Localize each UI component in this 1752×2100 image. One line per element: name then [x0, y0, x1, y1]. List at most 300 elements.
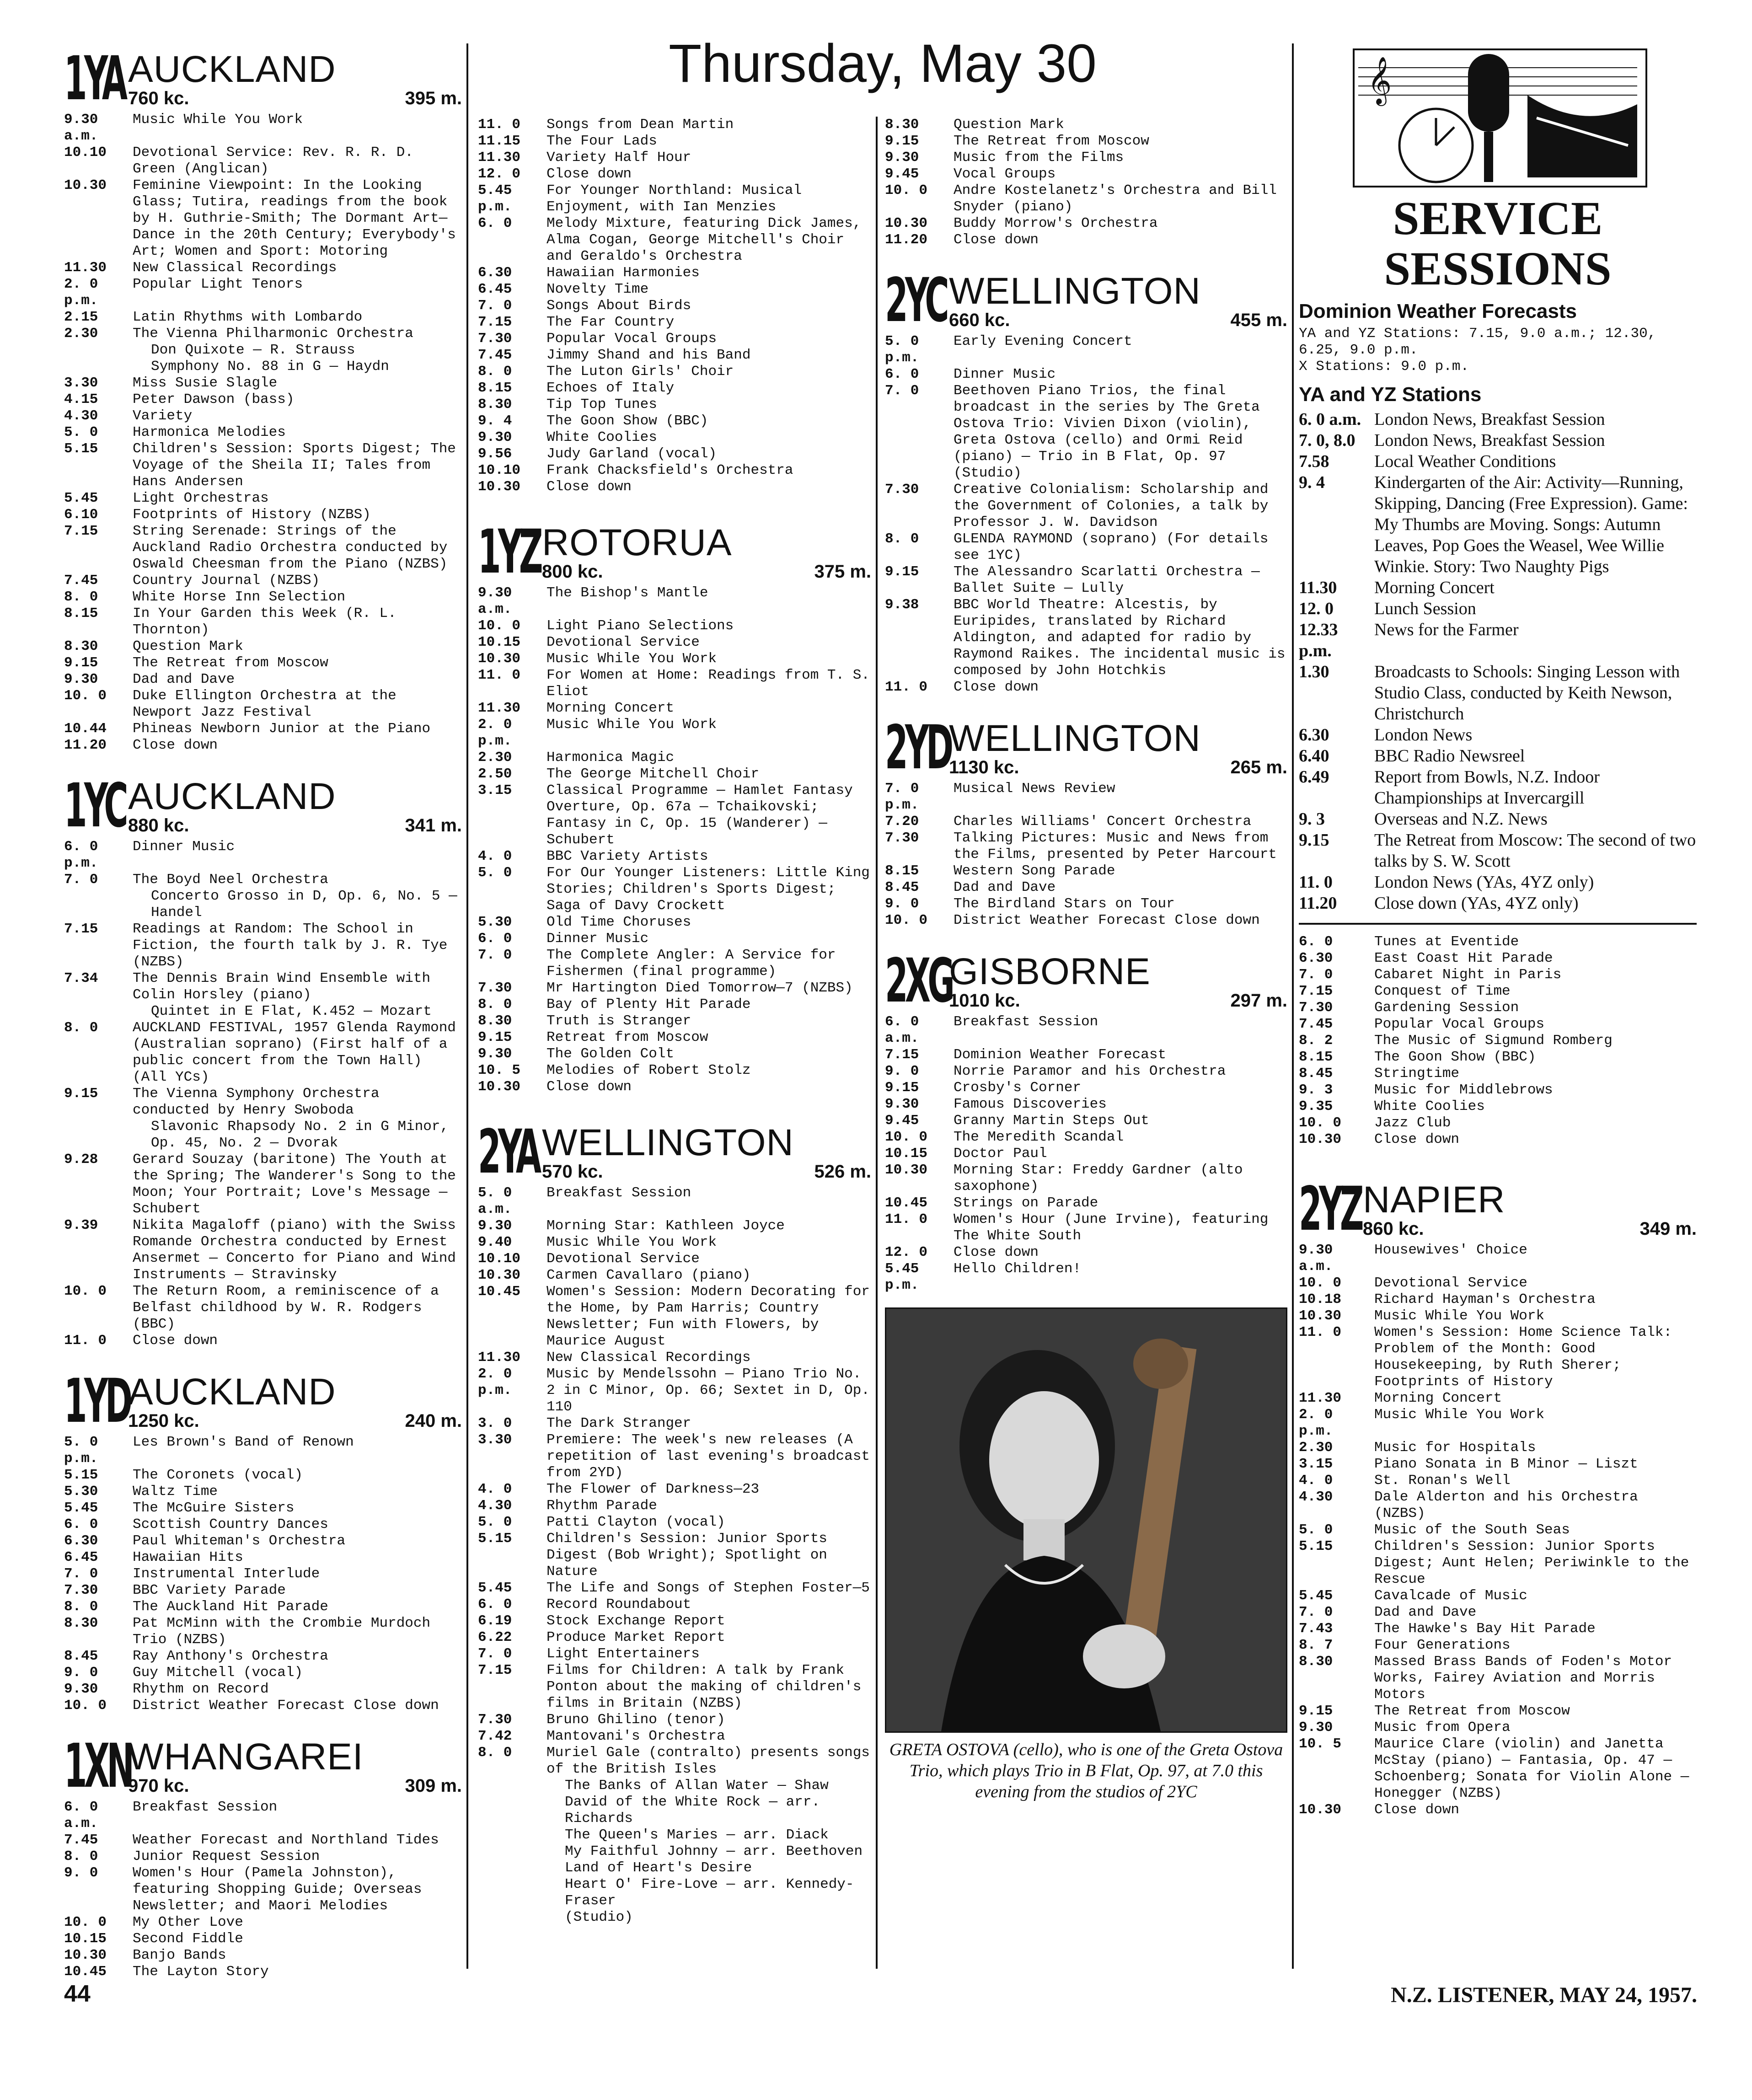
- schedule-programme: Produce Market Report: [546, 1629, 725, 1645]
- schedule-time: 5. 0 a.m.: [478, 1185, 512, 1217]
- schedule-row: [478, 1728, 871, 1745]
- schedule-programme: Popular Light Tenors: [133, 276, 303, 292]
- schedule-row: [1299, 1242, 1697, 1275]
- schedule-row: [1299, 766, 1697, 809]
- station-wavelength: 309 m.: [405, 1776, 462, 1796]
- schedule-programme: The Life and Songs of Stephen Foster—5: [546, 1580, 870, 1596]
- schedule-programme: Retreat from Moscow: [546, 1029, 708, 1045]
- schedule-row: [1299, 1115, 1697, 1131]
- schedule-row: [478, 1013, 871, 1029]
- station-code: 1YZ: [478, 517, 540, 587]
- schedule-row: [478, 865, 871, 914]
- schedule-time: 11.30: [64, 260, 107, 276]
- schedule-row: [1299, 1802, 1697, 1818]
- schedule-programme: The Music of Sigmund Romberg: [1374, 1033, 1613, 1049]
- schedule-row: [885, 1080, 1287, 1096]
- schedule-time: 10.30: [885, 1162, 928, 1178]
- schedule-row: [64, 523, 462, 573]
- column-rule: [466, 43, 468, 1969]
- schedule-row: [478, 1415, 871, 1432]
- schedule-row: [885, 1096, 1287, 1113]
- station-frequency-row: [1363, 1219, 1697, 1239]
- schedule-row: [64, 1681, 462, 1698]
- schedule-time: 11. 0: [885, 1211, 928, 1227]
- station-frequency-row: [949, 757, 1287, 778]
- schedule-row: [1299, 1538, 1697, 1588]
- schedule-row: [64, 1500, 462, 1516]
- schedule-time: 9.30 a.m.: [1299, 1242, 1333, 1275]
- schedule-programme: Miss Susie Slagle: [133, 375, 278, 391]
- schedule-programme: The Golden Colt: [546, 1046, 675, 1062]
- schedule-time: 9.40: [478, 1234, 512, 1250]
- schedule-row: [478, 1531, 871, 1580]
- schedule-programme: Harmonica Magic: [546, 750, 675, 766]
- schedule-programme: Popular Vocal Groups: [1374, 1016, 1545, 1032]
- schedule-time: 6.49: [1299, 767, 1329, 787]
- schedule-programme: Muriel Gale (contralto) presents songs of the British Isles: [546, 1745, 870, 1777]
- schedule-programme: Light Entertainers: [546, 1646, 700, 1662]
- schedule-programme: Music for Middlebrows: [1374, 1082, 1553, 1098]
- schedule-time: 5.45: [64, 490, 98, 506]
- schedule-time: 6.30: [1299, 950, 1333, 966]
- schedule-programme: Music While You Work: [546, 651, 717, 667]
- schedule-programme: Gardening Session: [1374, 1000, 1519, 1016]
- schedule-time: 4. 0: [1299, 1473, 1333, 1489]
- schedule-row: [64, 1283, 462, 1333]
- schedule-programme: Mantovani's Orchestra: [546, 1728, 725, 1744]
- station-frequency-row: [949, 310, 1287, 331]
- station-frequency-row: [128, 1411, 462, 1431]
- schedule-row: [478, 1350, 871, 1366]
- schedule-row: [1299, 1604, 1697, 1621]
- schedule-programme: Banjo Bands: [133, 1947, 226, 1963]
- schedule-time: 12.33 p.m.: [1299, 620, 1338, 660]
- schedule-row: [1299, 1275, 1697, 1291]
- schedule-time: 5.15: [1299, 1538, 1333, 1554]
- schedule-time: 7. 0: [64, 872, 98, 888]
- schedule-programme: Classical Programme — Hamlet Fantasy Overture, Op. 67a — Tchaikovski; Fantasy in C, Op. 15 (Wanderer) — Schubert: [546, 782, 853, 848]
- schedule-programme: Close down: [133, 1333, 218, 1349]
- schedule-time: 7.43: [1299, 1621, 1333, 1637]
- schedule-programme: Norrie Paramor and his Orchestra: [954, 1063, 1226, 1079]
- schedule-programme: Music While You Work: [1374, 1308, 1545, 1324]
- schedule-time: 7.15: [885, 1047, 919, 1063]
- weather-x: X Stations: 9.0 p.m.: [1299, 359, 1469, 375]
- schedule-programme: Pat McMinn with the Crombie Murdoch Trio (NZBS): [133, 1615, 431, 1648]
- schedule-time: 7.45: [478, 347, 512, 363]
- station-code: 2YD: [885, 712, 951, 783]
- schedule-time: 4.15: [64, 391, 98, 407]
- schedule-programme: GLENDA RAYMOND (soprano) (For details see 1YC): [954, 531, 1269, 563]
- schedule-programme: The Banks of Allan Water — Shaw: [565, 1778, 829, 1794]
- schedule-time: 5.15: [64, 1467, 98, 1483]
- schedule-row: [1299, 1407, 1697, 1440]
- schedule-time: 9. 3: [1299, 809, 1325, 829]
- schedule-row: [1299, 577, 1697, 598]
- schedule-time: [496, 1778, 565, 1794]
- schedule-programme: Duke Ellington Orchestra at the Newport Jazz Festival: [133, 688, 396, 720]
- schedule-time: 9. 4: [478, 413, 512, 429]
- schedule-time: 10. 0: [64, 1698, 107, 1714]
- schedule-programme: Massed Brass Bands of Foden's Motor Works, Fairey Aviation and Morris Motors: [1374, 1654, 1672, 1703]
- schedule-time: 5.45 p.m.: [478, 182, 512, 215]
- station-header: [64, 1363, 462, 1436]
- station-frequency-row: [128, 815, 462, 836]
- schedule-time: [82, 888, 151, 921]
- schedule-time: 4.30: [64, 408, 98, 424]
- schedule-row: [64, 1865, 462, 1914]
- schedule-time: 7.15: [64, 921, 98, 937]
- schedule-time: 5.45: [478, 1580, 512, 1596]
- schedule-time: 9.56: [478, 446, 512, 462]
- schedule-time: 12. 0: [1299, 599, 1334, 618]
- schedule-row: [64, 391, 462, 408]
- schedule-programme: The Birdland Stars on Tour: [954, 896, 1175, 912]
- schedule-programme: Jimmy Shand and his Band: [546, 347, 751, 363]
- schedule-time: 8.30: [1299, 1654, 1333, 1670]
- schedule-programme: The Alessandro Scarlatti Orchestra — Ballet Suite — Lully: [954, 564, 1260, 596]
- schedule-row: [1299, 1703, 1697, 1720]
- schedule-programme: New Classical Recordings: [546, 1350, 751, 1366]
- schedule-programme: Close down: [954, 1244, 1039, 1260]
- schedule-programme: Morning Star: Freddy Gardner (alto saxophone): [954, 1162, 1243, 1195]
- schedule-row: [478, 1498, 871, 1514]
- station-header: [885, 709, 1287, 783]
- schedule-row: [478, 1284, 871, 1350]
- schedule-row: [1299, 1489, 1697, 1522]
- schedule-row: [64, 342, 462, 359]
- schedule-row: [885, 1261, 1287, 1294]
- schedule-programme: The Goon Show (BBC): [546, 413, 708, 429]
- schedule-time: 3.30: [64, 375, 98, 391]
- schedule-programme: The Retreat from Moscow: [1374, 1703, 1570, 1719]
- schedule-time: 9.45: [885, 166, 919, 182]
- schedule-programme: Andre Kostelanetz's Orchestra and Bill Snyder (piano): [954, 182, 1277, 215]
- schedule-row: [64, 921, 462, 970]
- ya-yz-heading: YA and YZ Stations: [1299, 383, 1482, 406]
- schedule-row: [478, 996, 871, 1013]
- schedule-programme: Four Generations: [1374, 1637, 1511, 1653]
- schedule-programme: Melodies of Robert Stolz: [546, 1062, 751, 1078]
- schedule-time: 9.38: [885, 597, 919, 613]
- schedule-programme: Record Roundabout: [546, 1596, 691, 1612]
- station-wavelength: 240 m.: [405, 1411, 462, 1431]
- schedule-time: 11. 0: [64, 1333, 107, 1349]
- schedule-row: [1299, 1473, 1697, 1489]
- schedule-row: [478, 1185, 871, 1218]
- schedule-row: [64, 1698, 462, 1714]
- station-frequency-row: [542, 1162, 871, 1182]
- schedule-time: [496, 1827, 565, 1843]
- schedule-row: [478, 347, 871, 364]
- station-1yd: [64, 1363, 462, 1714]
- schedule-programme: Crosby's Corner: [954, 1080, 1082, 1096]
- schedule-row: [64, 441, 462, 490]
- schedule-time: 7.30: [478, 331, 512, 347]
- schedule-time: 9.35: [1299, 1098, 1333, 1114]
- schedule-row: [64, 1665, 462, 1681]
- station-frequency: 1250 kc.: [128, 1411, 199, 1431]
- schedule-row: [478, 1712, 871, 1728]
- schedule-programme: Feminine Viewpoint: In the Looking Glass; Tutira, readings from the book by H. Guthrie-Smith; The Dormant Art—Dance in the 20th Century; Everybody's Art; Women and Sport: Motoring: [133, 177, 456, 259]
- schedule-programme: White Coolies: [546, 429, 657, 445]
- schedule-programme: For Younger Northland: Musical Enjoyment, with Ian Menzies: [546, 182, 802, 215]
- schedule-row: [1299, 1390, 1697, 1407]
- schedule-row: [64, 589, 462, 605]
- evening-list: [1299, 934, 1697, 1148]
- schedule-programme: Music from the Films: [954, 150, 1124, 166]
- schedule-time: 8. 0: [64, 589, 98, 605]
- schedule-programme: Don Quixote — R. Strauss: [151, 342, 355, 358]
- column-rule: [1292, 43, 1294, 1969]
- schedule-row: [478, 618, 871, 634]
- schedule-programme: Question Mark: [133, 638, 243, 654]
- schedule-row: [885, 564, 1287, 597]
- station-2xg: [885, 943, 1287, 1294]
- station-schedule: [64, 1799, 462, 1980]
- schedule-row: [478, 1481, 871, 1498]
- schedule-programme: Popular Vocal Groups: [546, 331, 717, 347]
- schedule-time: 7. 0: [478, 1646, 512, 1662]
- schedule-programme: Music for Hospitals: [1374, 1440, 1536, 1456]
- schedule-programme: Close down: [133, 737, 218, 753]
- schedule-row: [478, 1366, 871, 1415]
- schedule-row: [478, 314, 871, 331]
- schedule-programme: Rhythm Parade: [546, 1498, 657, 1514]
- schedule-programme: BBC Radio Newsreel: [1374, 746, 1525, 766]
- schedule-row: [478, 1234, 871, 1251]
- schedule-programme: Les Brown's Band of Renown: [133, 1434, 354, 1450]
- schedule-programme: BBC World Theatre: Alcestis, by Euripides, translated by Richard Aldington, and adapted for radio by Raymond Raikes. The incidental music is composed by John Hotchkis: [954, 597, 1286, 679]
- schedule-programme: Beethoven Piano Trios, the final broadcast in the series by The Greta Ostova Trio: Vivien Dixon (violin), Greta Ostova (cello) and Ormi Reid (piano) — Trio in B Flat, Op. 97 (Studio): [954, 383, 1260, 481]
- schedule-time: 2.30: [64, 326, 98, 342]
- schedule-row: [64, 375, 462, 391]
- schedule-row: [64, 1020, 462, 1086]
- schedule-programme: Tip Top Tunes: [546, 396, 657, 412]
- schedule-row: [64, 1086, 462, 1119]
- schedule-time: 6. 0: [478, 1596, 512, 1612]
- schedule-programme: Close down: [1374, 1802, 1460, 1818]
- schedule-time: 2. 0 p.m.: [478, 1366, 512, 1398]
- schedule-time: 7. 0: [64, 1566, 98, 1582]
- schedule-programme: Land of Heart's Desire: [565, 1860, 752, 1876]
- station-title-block: [949, 953, 1287, 1011]
- schedule-programme: White Horse Inn Selection: [133, 589, 346, 605]
- schedule-row: [64, 112, 462, 145]
- schedule-programme: Jazz Club: [1374, 1115, 1451, 1131]
- schedule-time: 11.30: [478, 1350, 521, 1366]
- schedule-programme: Slavonic Rhapsody No. 2 in G Minor, Op. 45, No. 2 — Dvorak: [151, 1119, 449, 1151]
- service-sessions-list: [1299, 409, 1697, 914]
- schedule-row: [64, 1119, 462, 1152]
- station-code: 2YZ: [1299, 1174, 1361, 1244]
- schedule-programme: Buddy Morrow's Orchestra: [954, 215, 1158, 231]
- schedule-row: [478, 133, 871, 150]
- schedule-time: 8.30: [885, 117, 919, 133]
- column-rule: [876, 117, 878, 1969]
- schedule-programme: News for the Farmer: [1374, 620, 1519, 639]
- schedule-programme: Music While You Work: [133, 112, 303, 128]
- schedule-programme: Close down: [954, 679, 1039, 695]
- schedule-time: 12. 0: [885, 1244, 928, 1260]
- schedule-time: 5.30: [64, 1484, 98, 1500]
- schedule-programme: District Weather Forecast Close down: [954, 912, 1260, 928]
- schedule-programme: Devotional Service: [546, 634, 700, 650]
- schedule-programme: St. Ronan's Well: [1374, 1473, 1511, 1489]
- schedule-row: [1299, 409, 1697, 430]
- schedule-time: 6. 0: [885, 366, 919, 382]
- cellist-portrait-image: [886, 1309, 1286, 1731]
- schedule-time: 10.10: [478, 462, 521, 478]
- schedule-row: [1299, 1131, 1697, 1148]
- schedule-row: [1299, 1049, 1697, 1066]
- schedule-row: [885, 1146, 1287, 1162]
- schedule-row: [1299, 1016, 1697, 1033]
- schedule-row: [478, 1079, 871, 1095]
- schedule-time: 6.19: [478, 1613, 512, 1629]
- schedule-time: 9.30 a.m.: [478, 585, 512, 617]
- schedule-row: [64, 507, 462, 523]
- schedule-time: 6. 0 a.m.: [64, 1799, 98, 1832]
- station-wavelength: 265 m.: [1230, 757, 1287, 777]
- station-code: 1YD: [64, 1366, 130, 1436]
- weather-heading: Dominion Weather Forecasts: [1299, 300, 1577, 322]
- schedule-time: 10.45: [478, 1284, 521, 1300]
- schedule-programme: Women's Session: Home Science Talk: Problem of the Month: Good Housekeeping, by Ruth Sherer; Footprints of History: [1374, 1324, 1672, 1390]
- schedule-time: 9. 0: [64, 1665, 98, 1681]
- schedule-programme: Judy Garland (vocal): [546, 446, 717, 462]
- schedule-row: [64, 1003, 462, 1020]
- schedule-time: 10.15: [478, 634, 521, 650]
- schedule-row: [885, 531, 1287, 564]
- schedule-time: 8.45: [64, 1648, 98, 1664]
- schedule-programme: Quintet in E Flat, K.452 — Mozart: [151, 1003, 432, 1019]
- schedule-time: 7. 0: [478, 947, 512, 963]
- service-sessions-artwork: [1299, 40, 1701, 191]
- schedule-time: 7.30: [478, 1712, 512, 1728]
- station-schedule: [885, 117, 1287, 248]
- schedule-row: [64, 1582, 462, 1599]
- schedule-programme: Latin Rhythms with Lombardo: [133, 309, 363, 325]
- schedule-row: [1299, 745, 1697, 766]
- schedule-row: [478, 413, 871, 429]
- schedule-time: 8. 0: [885, 531, 919, 547]
- schedule-row: [478, 667, 871, 700]
- schedule-row: [1299, 809, 1697, 830]
- schedule-time: 8. 0: [478, 996, 512, 1012]
- schedule-programme: Close down: [546, 166, 632, 182]
- schedule-programme: Hello Children!: [954, 1261, 1082, 1277]
- schedule-row: [64, 1549, 462, 1566]
- schedule-programme: The George Mitchell Choir: [546, 766, 760, 782]
- schedule-time: 9. 0: [885, 896, 919, 912]
- schedule-time: 8. 2: [1299, 1033, 1333, 1049]
- schedule-time: 7.30: [885, 830, 919, 846]
- schedule-time: 7. 0: [1299, 967, 1333, 983]
- schedule-time: 2. 0 p.m.: [64, 276, 98, 309]
- schedule-programme: String Serenade: Strings of the Auckland Radio Orchestra conducted by Oswald Cheesman from the Piano (NZBS): [133, 523, 448, 572]
- schedule-time: 8. 0: [64, 1848, 98, 1864]
- schedule-row: [64, 1566, 462, 1582]
- schedule-time: 9. 4: [1299, 473, 1325, 492]
- schedule-time: 10.10: [64, 145, 107, 161]
- schedule-row: [478, 429, 871, 446]
- schedule-time: 10. 0: [885, 912, 928, 928]
- schedule-time: 7.45: [64, 1832, 98, 1848]
- schedule-time: 7.15: [64, 523, 98, 539]
- schedule-programme: Women's Hour (June Irvine), featuring The White South: [954, 1211, 1269, 1244]
- schedule-programme: Frank Chacksfield's Orchestra: [546, 462, 793, 478]
- schedule-time: 7.15: [1299, 983, 1333, 999]
- schedule-row: [478, 1827, 871, 1843]
- station-code: 1YA: [64, 43, 125, 114]
- schedule-time: 9.39: [64, 1217, 98, 1233]
- schedule-programme: Breakfast Session: [133, 1799, 278, 1815]
- schedule-programme: Overseas and N.Z. News: [1374, 809, 1548, 829]
- schedule-time: 9.15: [478, 1029, 512, 1045]
- schedule-programme: Waltz Time: [133, 1484, 218, 1500]
- station-frequency: 860 kc.: [1363, 1219, 1424, 1239]
- schedule-time: 8. 0: [64, 1599, 98, 1615]
- station-header: [885, 262, 1287, 336]
- schedule-programme: Richard Hayman's Orchestra: [1374, 1291, 1596, 1307]
- station-header: [64, 40, 462, 114]
- schedule-row: [1299, 893, 1697, 914]
- schedule-programme: Granny Martin Steps Out: [954, 1113, 1149, 1129]
- schedule-programme: For Women at Home: Readings from T. S. Eliot: [546, 667, 870, 700]
- schedule-row: [478, 1062, 871, 1079]
- schedule-time: 11.15: [478, 133, 521, 149]
- schedule-row: [64, 1799, 462, 1832]
- schedule-row: [64, 573, 462, 589]
- station-title-block: [128, 48, 462, 109]
- schedule-programme: Vocal Groups: [954, 166, 1056, 182]
- schedule-time: 8.15: [478, 380, 512, 396]
- station-title-block: [542, 1124, 871, 1182]
- schedule-row: [478, 364, 871, 380]
- schedule-programme: BBC Variety Artists: [546, 848, 708, 864]
- schedule-programme: Children's Session: Sports Digest; The Voyage of the Sheila II; Tales from Hans Andersen: [133, 441, 456, 490]
- schedule-programme: Hawaiian Hits: [133, 1549, 243, 1565]
- schedule-row: [64, 309, 462, 326]
- schedule-programme: Charles Williams' Concert Orchestra: [954, 814, 1252, 830]
- schedule-time: 7. 0: [1299, 1604, 1333, 1620]
- schedule-programme: Morning Star: Kathleen Joyce: [546, 1218, 785, 1234]
- service-sessions-title-1: SERVICE: [1393, 192, 1603, 245]
- schedule-row: [885, 830, 1287, 863]
- station-1yz: [478, 514, 871, 1095]
- schedule-row: [1299, 598, 1697, 619]
- station-schedule: [478, 117, 871, 495]
- schedule-time: [496, 1860, 565, 1876]
- schedule-programme: Women's Hour (Pamela Johnston), featuring Shopping Guide; Overseas Newsletter; and Maori Melodies: [133, 1865, 422, 1914]
- schedule-programme: Scottish Country Dances: [133, 1516, 328, 1532]
- schedule-time: 8.30: [478, 396, 512, 412]
- schedule-row: [885, 383, 1287, 482]
- schedule-programme: Kindergarten of the Air: Activity—Running, Skipping, Dancing (Free Expression). Game: My Thumbs are Moving. Songs: Autumn Leaves, Pop Goes the Weasel, Wee Willie Winkie. Story: Two Naughty Pigs: [1374, 473, 1688, 576]
- schedule-row: [478, 1646, 871, 1662]
- schedule-programme: Devotional Service: Rev. R. R. D. Green (Anglican): [133, 145, 413, 177]
- schedule-programme: Music by Mendelssohn — Piano Trio No. 2 in C Minor, Op. 66; Sextet in D, Op. 110: [546, 1366, 870, 1415]
- schedule-row: [885, 366, 1287, 383]
- schedule-row: [885, 912, 1287, 929]
- station-frequency: 880 kc.: [128, 815, 189, 836]
- schedule-row: [478, 462, 871, 479]
- schedule-time: 9.30 a.m.: [64, 112, 98, 144]
- schedule-programme: Dale Alderton and his Orchestra (NZBS): [1374, 1489, 1638, 1521]
- schedule-programme: The Retreat from Moscow: The second of two talks by S. W. Scott: [1374, 830, 1696, 871]
- schedule-time: 11.20: [1299, 894, 1337, 913]
